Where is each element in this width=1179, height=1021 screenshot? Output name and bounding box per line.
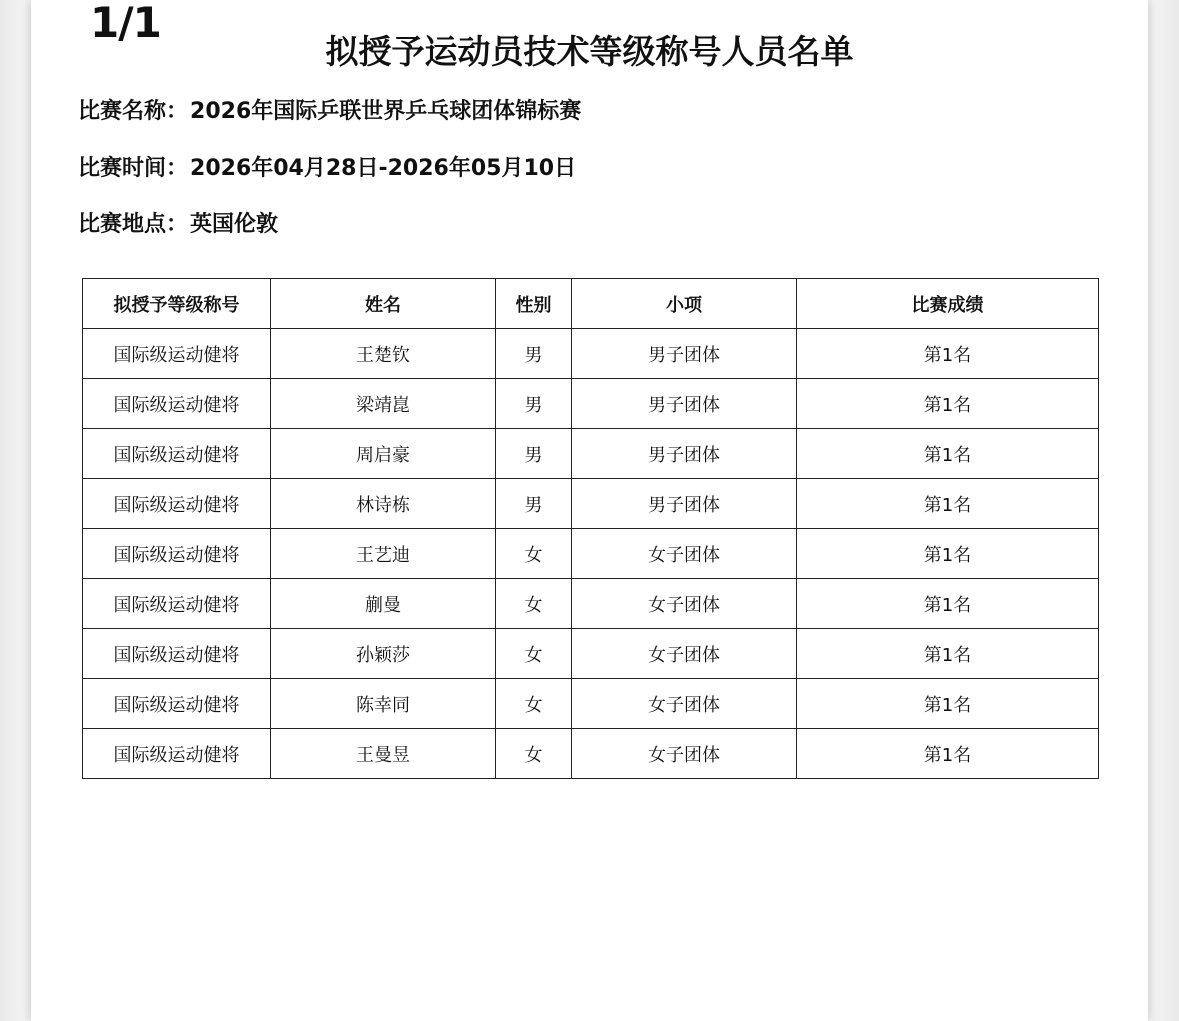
cell-event: 女子团体 [572, 729, 797, 779]
cell-name: 蒯曼 [271, 579, 496, 629]
competition-place-label: 比赛地点： [78, 212, 189, 237]
cell-name: 孙颖莎 [271, 629, 496, 679]
cell-event: 男子团体 [572, 379, 797, 429]
cell-name: 王楚钦 [271, 329, 496, 379]
table-row [83, 729, 1099, 779]
table-row [83, 579, 1099, 629]
table-row [83, 629, 1099, 679]
cell-event: 女子团体 [572, 629, 797, 679]
competition-name-line [78, 97, 581, 127]
cell-gender: 女 [496, 579, 572, 629]
header-gender: 性别 [496, 279, 572, 329]
table-row [83, 529, 1099, 579]
header-result: 比赛成绩 [797, 279, 1099, 329]
cell-result: 第1名 [797, 629, 1099, 679]
cell-result: 第1名 [797, 729, 1099, 779]
cell-title-grade: 国际级运动健将 [83, 679, 271, 729]
table-header-row [83, 279, 1099, 329]
competition-time-value: 2026年04月28日-2026年05月10日 [190, 156, 577, 181]
cell-title-grade: 国际级运动健将 [83, 429, 271, 479]
document-title: 拟授予运动员技术等级称号人员名单 [325, 32, 854, 71]
competition-place-value: 英国伦敦 [190, 212, 279, 237]
header-event: 小项 [572, 279, 797, 329]
header-title-grade: 拟授予等级称号 [83, 279, 271, 329]
cell-gender: 男 [496, 429, 572, 479]
table-row [83, 329, 1099, 379]
cell-event: 女子团体 [572, 529, 797, 579]
cell-title-grade: 国际级运动健将 [83, 529, 271, 579]
competition-time-label: 比赛时间： [78, 156, 189, 181]
cell-gender: 女 [496, 529, 572, 579]
cell-name: 林诗栋 [271, 479, 496, 529]
cell-result: 第1名 [797, 379, 1099, 429]
cell-name: 王曼昱 [271, 729, 496, 779]
cell-name: 王艺迪 [271, 529, 496, 579]
competition-name-value: 2026年国际乒联世界乒乓球团体锦标赛 [190, 99, 582, 124]
cell-name: 周启豪 [271, 429, 496, 479]
table-row [83, 379, 1099, 429]
cell-name: 梁靖崑 [271, 379, 496, 429]
cell-name: 陈幸同 [271, 679, 496, 729]
cell-gender: 女 [496, 629, 572, 679]
athlete-roster-table [82, 278, 1099, 779]
header-name: 姓名 [271, 279, 496, 329]
competition-name-label: 比赛名称： [78, 99, 189, 124]
cell-result: 第1名 [797, 579, 1099, 629]
cell-gender: 男 [496, 329, 572, 379]
cell-gender: 女 [496, 729, 572, 779]
cell-title-grade: 国际级运动健将 [83, 579, 271, 629]
cell-result: 第1名 [797, 679, 1099, 729]
cell-event: 女子团体 [572, 579, 797, 629]
cell-result: 第1名 [797, 329, 1099, 379]
table-row [83, 679, 1099, 729]
competition-place-line [78, 210, 278, 240]
table-body [83, 329, 1099, 779]
cell-result: 第1名 [797, 429, 1099, 479]
cell-title-grade: 国际级运动健将 [83, 379, 271, 429]
cell-gender: 男 [496, 479, 572, 529]
cell-event: 女子团体 [572, 679, 797, 729]
cell-event: 男子团体 [572, 329, 797, 379]
table-row [83, 429, 1099, 479]
cell-event: 男子团体 [572, 479, 797, 529]
cell-title-grade: 国际级运动健将 [83, 629, 271, 679]
cell-gender: 女 [496, 679, 572, 729]
competition-time-line [78, 154, 576, 184]
cell-result: 第1名 [797, 479, 1099, 529]
cell-gender: 男 [496, 379, 572, 429]
cell-title-grade: 国际级运动健将 [83, 479, 271, 529]
cell-title-grade: 国际级运动健将 [83, 729, 271, 779]
table-row [83, 479, 1099, 529]
cell-title-grade: 国际级运动健将 [83, 329, 271, 379]
cell-event: 男子团体 [572, 429, 797, 479]
cell-result: 第1名 [797, 529, 1099, 579]
page-indicator: 1/1 [90, 0, 161, 47]
